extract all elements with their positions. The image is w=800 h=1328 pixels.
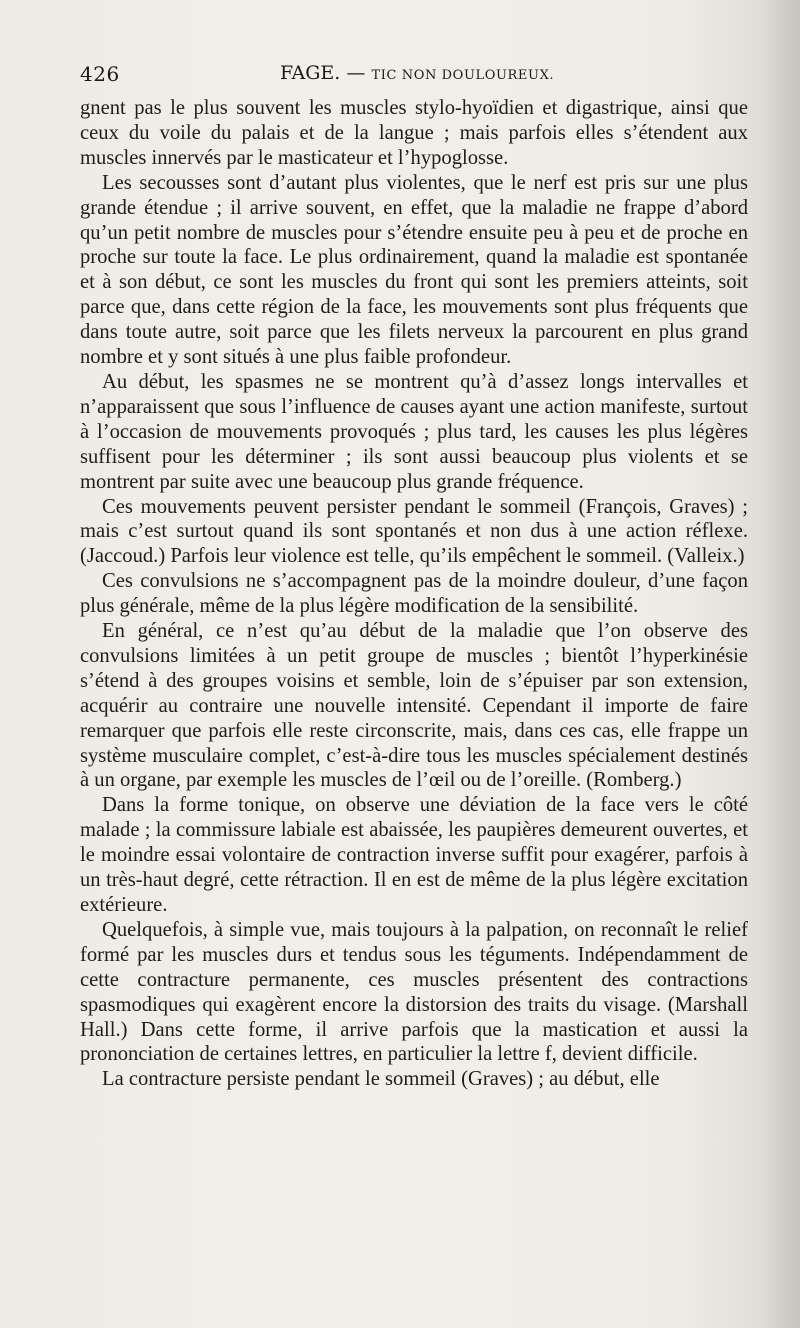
paragraph: Ces mouvements peuvent persister pendant le sommeil (François, Graves) ; mais c’est surtout quand ils sont spontanés et non dus à une action réflexe. (Jaccoud.) Parfois leur violence est telle, qu’ils empêchent le sommeil. (Valleix.) — [80, 495, 748, 568]
running-header — [80, 62, 748, 88]
paragraph: En général, ce n’est qu’au début de la maladie que l’on observe des convulsions limitées à un petit groupe de muscles ; bientôt l’hyperkinésie s’étend à des groupes voisins et semble, loin de s’épuiser par son extension, acquérir au contraire une nouvelle intensité. Cependant il importe de faire remarquer que parfois elle reste circonscrite, mais, dans ces cas, elle frappe un système musculaire complet, c’est-à-dire tous les muscles spécialement destinés à un organe, par exemple les muscles de l’œil ou de l’oreille. (Romberg.) — [80, 620, 748, 792]
paragraph: Dans la forme tonique, on observe une déviation de la face vers le côté malade ; la commissure labiale est abaissée, les paupières demeurent ouvertes, et le moindre essai volontaire de contraction inverse suffit pour exagérer, parfois à un très-haut degré, cette rétraction. Il en est de même de la plus légère excitation extérieure. — [80, 794, 748, 916]
paragraph: Les secousses sont d’autant plus violentes, que le nerf est pris sur une plus grande étendue ; il arrive souvent, en effet, que la maladie ne frappe d’abord qu’un petit nombre de muscles pour s’étendre ensuite peu à peu et de proche en proche sur toute la face. Le plus ordinairement, quand la maladie est spontanée et à son début, ce sont les muscles du front qui sont les premiers atteints, soit parce que, dans cette région de la face, les mouvements sont plus fréquents que dans toute autre, soit parce que les filets nerveux la parcourent en plus grand nombre et y sont situés à une plus faible profondeur. — [80, 171, 748, 369]
paragraph: La contracture persiste pendant le sommeil (Graves) ; au début, elle — [102, 1068, 660, 1091]
paragraph: Au début, les spasmes ne se montrent qu’à d’assez longs intervalles et n’apparaissent que sous l’influence de causes ayant une action manifeste, surtout à l’occasion de mouvements provoqués ; plus tard, les causes les plus légères suffisent pour les déterminer ; ils sont aussi beaucoup plus violents et se montrent par suite avec une beaucoup plus grande fréquence. — [80, 370, 748, 493]
paragraph: Quelquefois, à simple vue, mais toujours à la palpation, on reconnaît le relief formé par les muscles durs et tendus sous les téguments. Indépendamment de cette contracture permanente, ces muscles présentent des contractions spasmodiques qui exagèrent encore la distorsion des traits du visage. (Marshall Hall.) Dans cette forme, il arrive parfois que la mastication et aussi la prononciation de certaines lettres, en particulier la lettre f, devient difficile. — [80, 918, 748, 1066]
title-dash: — — [346, 62, 366, 84]
paragraph: Ces convulsions ne s’accompagnent pas de la moindre douleur, d’une façon plus générale, même de la plus légère modification de la sensibilité. — [80, 570, 748, 618]
page-number: 426 — [80, 62, 120, 86]
author-name: FAGE. — [280, 62, 341, 84]
chapter-title: TIC NON DOULOUREUX. — [371, 68, 555, 83]
paragraph-continued: gnent pas le plus souvent les muscles stylo-hyoïdien et digastrique, ainsi que ceux du voile du palais et de la langue ; mais parfois elles s’étendent aux muscles innervés par le masticateur et l’hypoglosse. — [80, 97, 748, 169]
running-title — [280, 62, 554, 84]
body-text — [80, 96, 748, 1092]
page-edge-shadow — [760, 0, 800, 1328]
